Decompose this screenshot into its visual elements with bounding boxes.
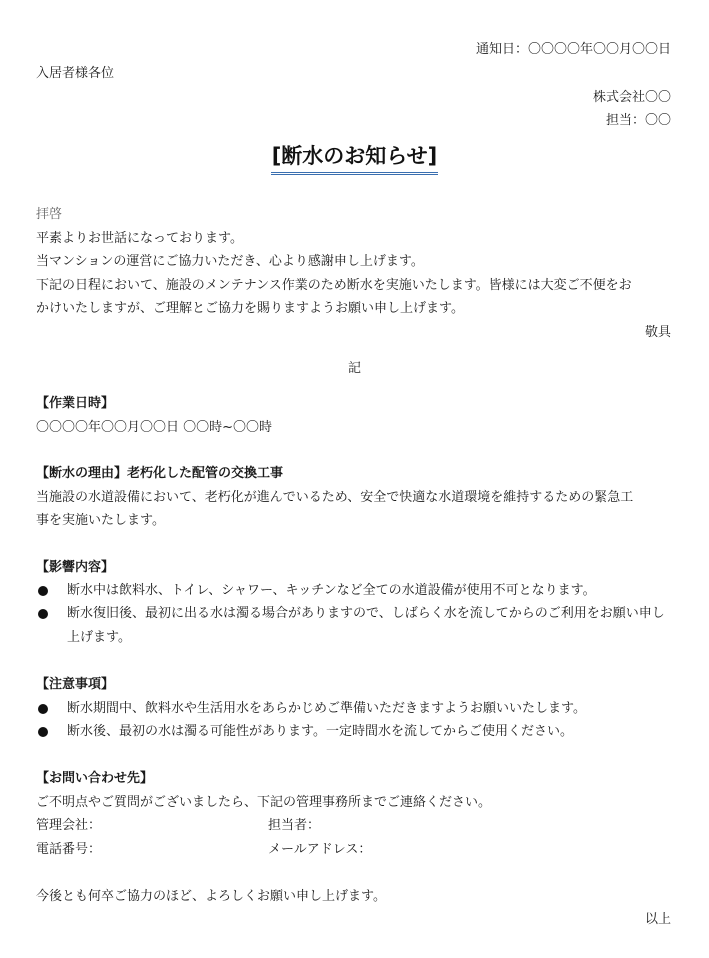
body-line-4: かけいたしますが、ご理解とご協力を賜りますようお願い申し上げます。 — [36, 301, 464, 316]
contact-email-label: メールアドレス： — [268, 842, 372, 857]
closing-line: 今後とも何卒ご協力のほど、よろしくお願い申し上げます。 — [36, 889, 386, 904]
end-mark: 以上 — [644, 912, 671, 927]
page-title: [断水のお知らせ] — [271, 142, 439, 175]
bullet-icon — [38, 727, 48, 737]
notes-item-1: 断水期間中、飲料水や生活用水をあらかじめご準備いただきますようお願いいたします。 — [67, 701, 586, 716]
title-container — [0, 142, 709, 175]
impact-item-2: 断水復旧後、最初に出る水は濁る場合がありますので、しばらく水を流してからのご利用をお願い申し上げます。 — [67, 606, 665, 645]
contact-person-label: 担当者： — [268, 818, 321, 833]
company-name: 株式会社〇〇 — [592, 90, 671, 105]
reason-line-2: 事を実施いたします。 — [36, 513, 165, 528]
bullet-icon — [38, 586, 48, 596]
bullet-icon — [38, 704, 48, 714]
contact-company-label: 管理会社： — [36, 818, 102, 833]
notice-date: 通知日：〇〇〇〇年〇〇月〇〇日 — [475, 42, 671, 57]
body-line-3: 下記の日程において、施設のメンテナンス作業のため断水を実施いたします。皆様には大変ご不便をお — [36, 278, 632, 293]
impact-heading: 【影響内容】 — [36, 560, 115, 575]
notes-item-2: 断水後、最初の水は濁る可能性があります。一定時間水を流してからご使用ください。 — [67, 724, 573, 739]
body-line-2: 当マンションの運営にご協力いただき、心より感謝申し上げます。 — [36, 254, 424, 269]
contact-heading: 【お問い合わせ先】 — [36, 771, 154, 786]
ki-mark: 記 — [347, 361, 361, 376]
greeting-close: 敬具 — [644, 325, 671, 340]
body-line-1: 平素よりお世話になっております。 — [36, 231, 243, 246]
contact-phone-label: 電話番号： — [36, 842, 102, 857]
schedule-heading: 【作業日時】 — [36, 396, 115, 411]
greeting-open: 拝啓 — [36, 207, 63, 222]
reason-line-1: 当施設の水道設備において、老朽化が進んでいるため、安全で快適な水道環境を維持するための緊急工 — [36, 490, 634, 505]
reason-heading: 【断水の理由】老朽化した配管の交換工事 — [36, 466, 284, 481]
notes-heading: 【注意事項】 — [36, 677, 115, 692]
impact-item-1: 断水中は飲料水、トイレ、シャワー、キッチンなど全ての水道設備が使用不可となります。 — [67, 583, 596, 598]
contact-intro: ご不明点やご質問がございましたら、下記の管理事務所までご連絡ください。 — [36, 795, 492, 810]
bullet-icon — [38, 609, 48, 619]
person-in-charge: 担当：〇〇 — [605, 113, 671, 128]
addressee: 入居者様各位 — [36, 66, 115, 81]
schedule-value: 〇〇〇〇年〇〇月〇〇日 〇〇時~〇〇時 — [36, 420, 273, 435]
